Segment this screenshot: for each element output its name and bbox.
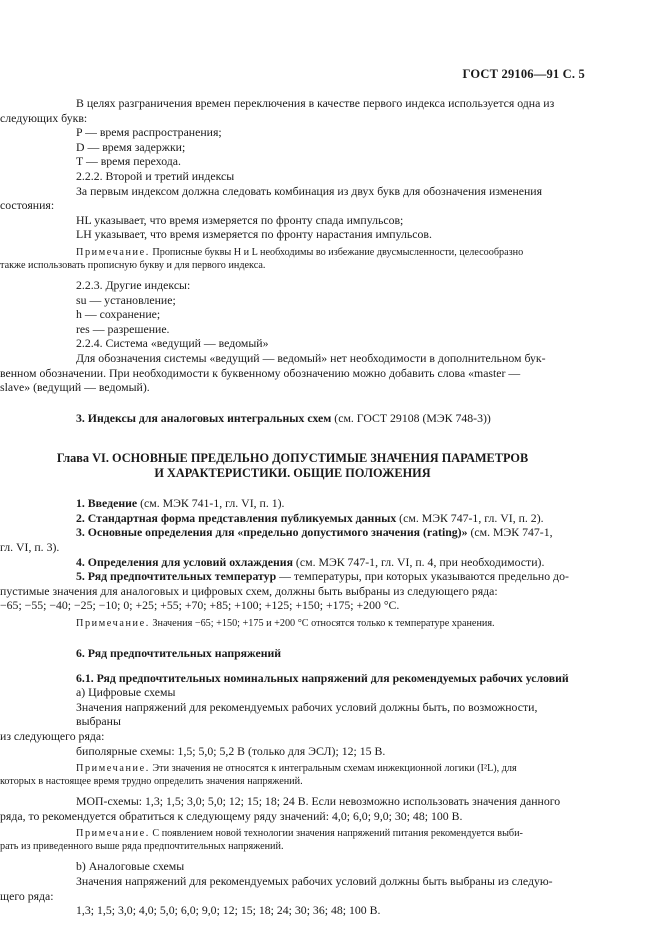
note: Примечание. Значения −65; +150; +175 и +200 °C относятся только к температуре хранения.: [76, 618, 495, 630]
page-header: ГОСТ 29106—91 С. 5: [462, 67, 585, 81]
section-heading-3: 3. Индексы для аналоговых интегральных схем (см. ГОСТ 29108 (МЭК 748-3)): [76, 410, 491, 425]
note-continuation: рать из приведенного выше ряда предпочтительных напряжений.: [0, 841, 284, 853]
section-heading-6-1: 6.1. Ряд предпочтительных номинальных напряжений для рекомендуемых рабочих условий: [76, 670, 569, 685]
item-1: 1. Введение (см. МЭК 741-1, гл. VI, п. 1).: [76, 496, 285, 511]
paragraph-continuation: следующих букв:: [0, 110, 88, 125]
sub-item-a: а) Цифровые схемы: [76, 685, 176, 700]
list-item: D — время задержки;: [76, 139, 186, 154]
chapter-title: Глава VI. ОСНОВНЫЕ ПРЕДЕЛЬНО ДОПУСТИМЫЕ ЗНАЧЕНИЯ ПАРАМЕТРОВ: [56, 451, 529, 466]
list-item: HL указывает, что время измеряется по фронту спада импульсов;: [76, 212, 404, 227]
paragraph-continuation: состояния:: [0, 198, 55, 213]
paragraph-continuation: венном обозначении. При необходимости к буквенному обозначению можно добавить слова «master —: [0, 365, 521, 380]
document-body: [0, 96, 585, 918]
section-heading-2-2-3: 2.2.3. Другие индексы:: [76, 277, 191, 292]
note-label: Примечание.: [76, 246, 150, 258]
paragraph-continuation: ряда, то рекомендуется обратиться к следующему ряду значений: 4,0; 6,0; 9,0; 30; 48; 100 В.: [0, 808, 463, 823]
sub-item-b: b) Аналоговые схемы: [76, 859, 185, 874]
temperature-series: −65; −55; −40; −25; −10; 0; +25; +55; +70; +85; +100; +125; +150; +175; +200 °C.: [0, 598, 400, 613]
note-continuation: которых в настоящее время трудно определить значения напряжений.: [0, 776, 303, 788]
note-label: Примечание.: [76, 763, 150, 775]
item-2: 2. Стандартная форма представления публикуемых данных (см. МЭК 747-1, гл. VI, п. 2).: [76, 510, 544, 525]
item-5: 5. Ряд предпочтительных температур — температуры, при которых указываются предельно до-: [76, 569, 569, 584]
item-3: 3. Основные определения для «предельно допустимого значения (rating)» (см. МЭК 747-1,: [76, 525, 553, 540]
paragraph-continuation: щего ряда:: [0, 888, 54, 903]
list-item: su — установление;: [76, 292, 176, 307]
list-item: LH указывает, что время измеряется по фронту нарастания импульсов.: [76, 227, 432, 242]
paragraph: Значения напряжений для рекомендуемых рабочих условий должны быть выбраны из следую-: [76, 873, 553, 888]
paragraph: Для обозначения системы «ведущий — ведомый» нет необходимости в дополнительном бук-: [76, 350, 546, 365]
note: Примечание. Эти значения не относятся к интегральным схемам инжекционной логики (I²L), для: [76, 763, 517, 775]
paragraph: В целях разграничения времен переключения в качестве первого индекса используется одна из: [76, 96, 555, 110]
note: Примечание. С появлением новой технологии значения напряжений питания рекомендуется выби-: [76, 828, 523, 840]
paragraph: биполярные схемы: 1,5; 5,0; 5,2 В (только для ЭСЛ); 12; 15 В.: [76, 743, 386, 758]
item-5-continuation: пустимые значения для аналоговых и цифровых схем, должны быть выбраны из следующего ряда:: [0, 583, 498, 598]
chapter-subtitle: И ХАРАКТЕРИСТИКИ. ОБЩИЕ ПОЛОЖЕНИЯ: [154, 465, 431, 480]
note-label: Примечание.: [76, 828, 150, 840]
paragraph-continuation: из следующего ряда:: [0, 729, 105, 743]
paragraph-continuation: slave» (ведущий — ведомый).: [0, 380, 150, 395]
list-item: h — сохранение;: [76, 307, 161, 322]
paragraph: За первым индексом должна следовать комбинация из двух букв для обозначения изменения: [76, 183, 543, 198]
list-item: T — время перехода.: [76, 154, 181, 169]
note: Примечание. Прописные буквы H и L необходимы во избежание двусмысленности, целесообразно: [76, 246, 524, 258]
item-4: 4. Определения для условий охлаждения (см. МЭК 747-1, гл. VI, п. 4, при необходимости).: [76, 554, 545, 569]
note-continuation: также использовать прописную букву и для первого индекса.: [0, 259, 266, 271]
list-item: res — разрешение.: [76, 321, 170, 336]
list-item: P — время распространения;: [76, 125, 222, 140]
paragraph: Значения напряжений для рекомендуемых рабочих условий должны быть, по возможности, выбраны: [76, 699, 538, 729]
note-label: Примечание.: [76, 618, 150, 630]
voltage-series: 1,3; 1,5; 3,0; 4,0; 5,0; 6,0; 9,0; 12; 15; 18; 24; 30; 36; 48; 100 В.: [76, 903, 381, 918]
item-3-continuation: гл. VI, п. 3).: [0, 540, 60, 555]
section-heading-6: 6. Ряд предпочтительных напряжений: [76, 646, 282, 661]
paragraph: МОП-схемы: 1,3; 1,5; 3,0; 5,0; 12; 15; 18; 24 В. Если невозможно использовать значения данного: [76, 794, 561, 809]
section-heading-2-2-4: 2.2.4. Система «ведущий — ведомый»: [76, 336, 269, 351]
section-heading-2-2-2: 2.2.2. Второй и третий индексы: [76, 168, 235, 183]
